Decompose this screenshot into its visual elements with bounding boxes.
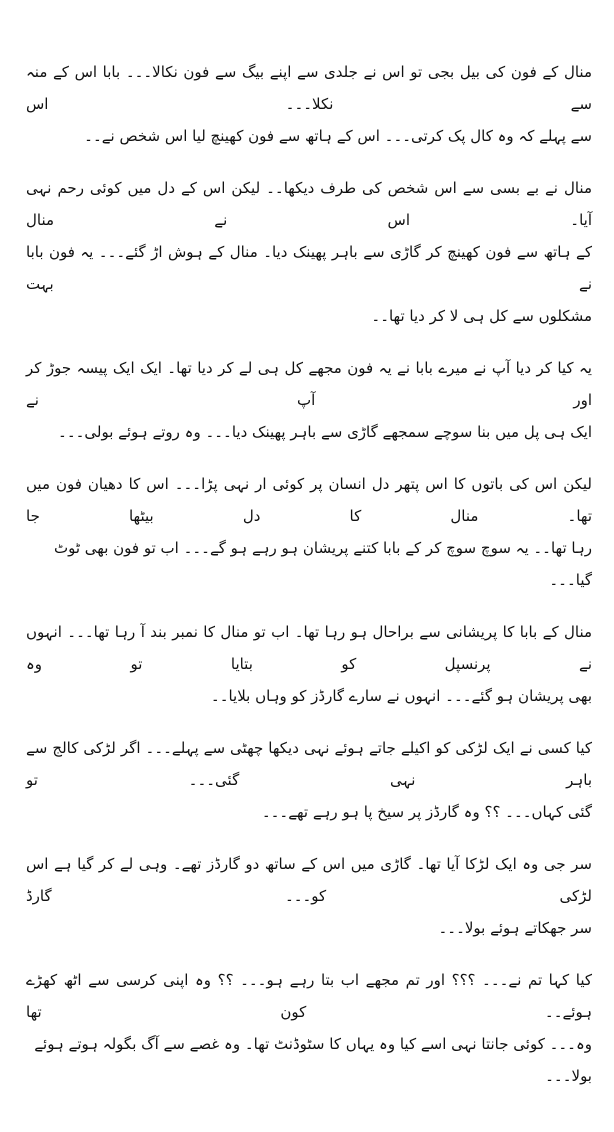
- text-line: کے ہاتھ سے فون کھینچ کر گاڑی سے باہر پھینک دیا۔ منال کے ہوش اڑ گئے۔۔۔ یہ فون بابا نے بہت: [26, 243, 592, 293]
- paragraph: [26, 732, 592, 828]
- text-line: کیا کسی نے ایک لڑکی کو اکیلے جاتے ہوئے نہی دیکھا چھٹی سے پہلے۔۔۔ اگر لڑکی کالج سے باہر نہی گئی۔۔۔ تو: [26, 739, 592, 789]
- paragraph: [26, 352, 592, 448]
- text-line: منال کے بابا کا پریشانی سے براحال ہو رہا تھا۔ اب تو منال کا نمبر بند آ رہا تھا۔۔۔ انہوں نے پرنسپل کو بتایا تو وہ: [26, 623, 592, 673]
- text-line: ایک ہی پل میں بنا سوچے سمجھے گاڑی سے باہر پھینک دیا۔۔۔ وہ روتے ہوئے بولی۔۔۔: [58, 423, 592, 441]
- text-line: رہا تھا۔۔ یہ سوچ سوچ کر کے بابا کتنے پریشان ہو رہے ہو گے۔۔۔ اب تو فون بھی ٹوٹ گیا۔۔۔: [53, 539, 592, 589]
- text-line: سر جی وہ ایک لڑکا آیا تھا۔ گاڑی میں اس کے ساتھ دو گارڈز تھے۔ وہی لے کر گیا ہے اس لڑکی کو۔۔۔ گارڈ: [26, 855, 592, 905]
- text-line: مشکلوں سے کل ہی لا کر دیا تھا۔۔: [371, 307, 592, 325]
- text-line: کیا کہا تم نے۔۔۔ ؟؟؟ اور تم مجھے اب بتا رہے ہو۔۔۔ ؟؟ وہ اپنی کرسی سے اٹھ کھڑے ہوئے۔۔ کون تھا: [26, 971, 592, 1021]
- text-line: سے پہلے کہ وہ کال پک کرتی۔۔۔ اس کے ہاتھ سے فون کھینچ لیا اس شخص نے۔۔: [84, 127, 592, 145]
- paragraph: [26, 616, 592, 712]
- text-line: منال نے بے بسی سے اس شخص کی طرف دیکھا۔۔ لیکن اس کے دل میں کوئی رحم نہی آیا۔ اس نے منال: [26, 179, 592, 229]
- text-line: یہ کیا کر دیا آپ نے میرے بابا نے یہ فون مجھے کل ہی لے کر دیا تھا۔ ایک ایک پیسہ جوڑ کر اور آپ نے: [26, 359, 592, 409]
- text-line: بھی پریشان ہو گئے۔۔۔ انہوں نے سارے گارڈز کو وہاں بلایا۔۔: [210, 687, 592, 705]
- paragraph: [26, 468, 592, 596]
- paragraph: [26, 848, 592, 944]
- text-line: لیکن اس کی باتوں کا اس پتھر دل انسان پر کوئی ار نہی پڑا۔۔۔ اس کا دھیان فون میں تھا۔ منال کا دل بیٹھا جا: [26, 475, 592, 525]
- paragraph: [26, 172, 592, 332]
- text-line: وہ۔۔۔ کوئی جانتا نہی اسے کیا وہ یہاں کا سٹوڈنٹ تھا۔ وہ غصے سے آگ بگولہ ہوتے ہوئے بولا۔۔۔: [34, 1035, 592, 1085]
- text-line: منال کے فون کی بیل بجی تو اس نے جلدی سے اپنے بیگ سے فون نکالا۔۔۔ بابا اس کے منہ سے نکلا۔۔۔ اس: [26, 63, 592, 113]
- text-line: گئی کہاں۔۔۔ ؟؟ وہ گارڈز پر سیخ پا ہو رہے تھے۔۔۔: [261, 803, 592, 821]
- text-line: سر جھکاتے ہوئے بولا۔۔۔: [438, 919, 592, 937]
- paragraph: [26, 964, 592, 1092]
- paragraph: [26, 56, 592, 152]
